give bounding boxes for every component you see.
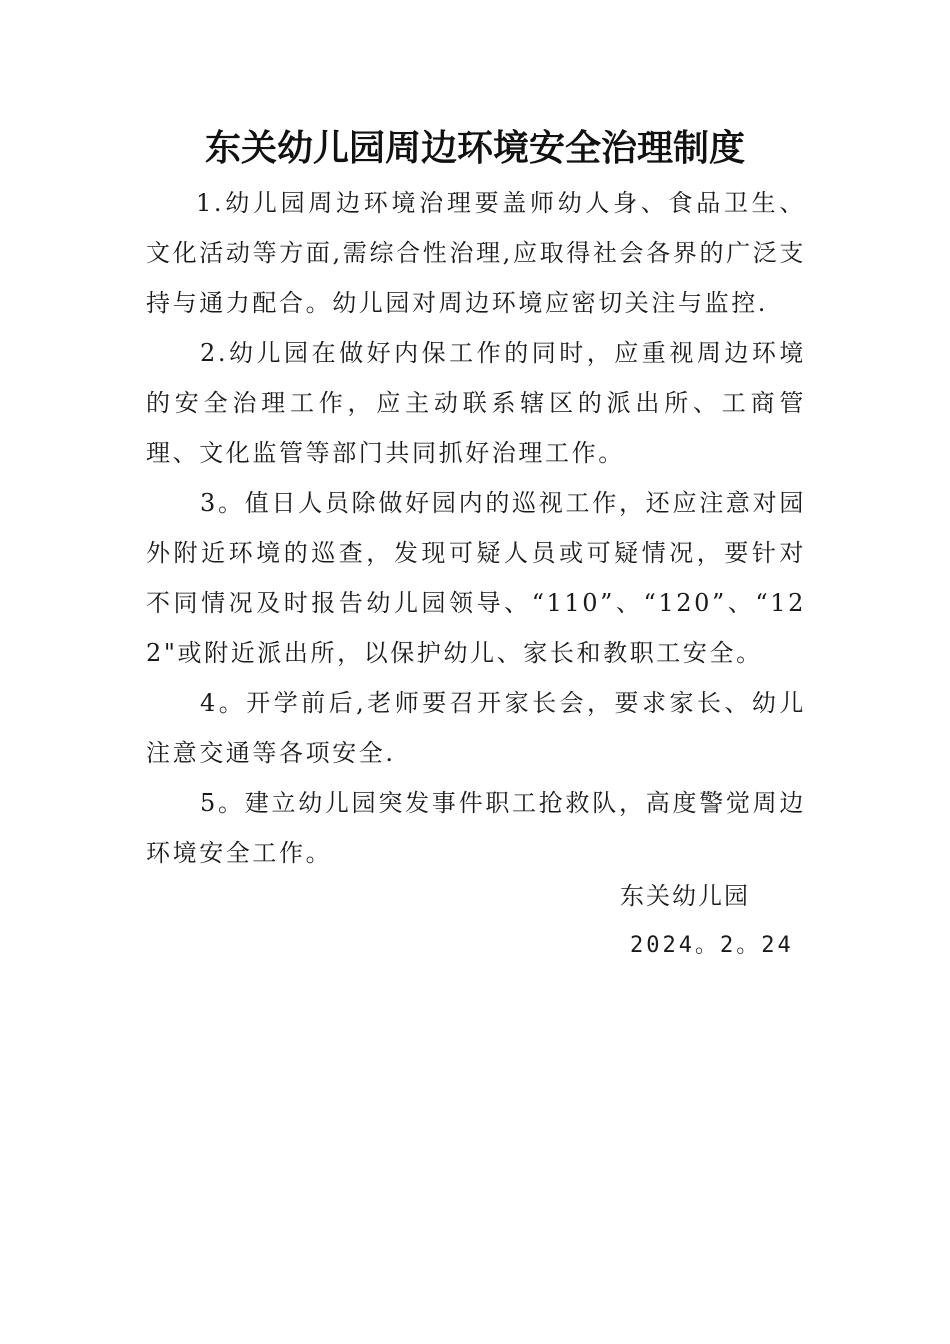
signature-date: 2024。2。24 (630, 933, 794, 958)
document-body (146, 178, 806, 878)
document-title: 东关幼儿园周边环境安全治理制度 (204, 127, 745, 169)
paragraph-2: 2.幼儿园在做好内保工作的同时，应重视周边环境的安全治理工作，应主动联系辖区的派出所、工商管理、文化监管等部门共同抓好治理工作。 (146, 339, 806, 467)
paragraph-3: 3。值日人员除做好园内的巡视工作，还应注意对园外附近环境的巡查，发现可疑人员或可疑情况，要针对不同情况及时报告幼儿园领导、“110”、“120”、“122"或附近派出所，以保护幼儿、家长和教职工安全。 (146, 489, 806, 667)
paragraph-5: 5。建立幼儿园突发事件职工抢救队，高度警觉周边环境安全工作。 (146, 789, 806, 867)
paragraph-1: 1.幼儿园周边环境治理要盖师幼人身、食品卫生、文化活动等方面,需综合性治理,应取得社会各界的广泛支持与通力配合。幼儿园对周边环境应密切关注与监控. (146, 189, 806, 317)
signature-organization: 东关幼儿园 (620, 882, 750, 910)
paragraph-4: 4。开学前后,老师要召开家长会，要求家长、幼儿注意交通等各项安全. (146, 689, 806, 767)
